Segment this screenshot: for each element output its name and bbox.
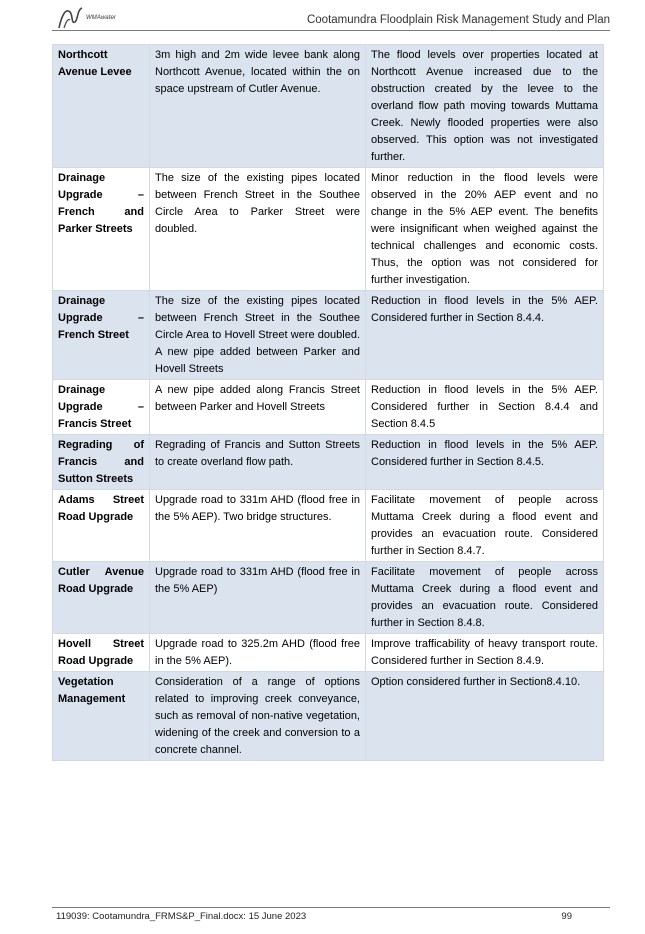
options-table [52, 44, 604, 761]
option-outcome-cell: Improve trafficability of heavy transport route. Considered further in Section 8.4.9. [366, 634, 604, 672]
option-description-cell: 3m high and 2m wide levee bank along Northcott Avenue, located within the on space upstream of Cutler Avenue. [150, 45, 366, 168]
option-outcome-cell: The flood levels over properties located at Northcott Avenue increased due to the obstruction created by the levee to the overland flow path moving towards Muttama Creek. Newly flooded properties were also observed. This option was not investigated further. [366, 45, 604, 168]
option-outcome-cell: Reduction in flood levels in the 5% AEP. Considered further in Section 8.4.4 and Section 8.4.5 [366, 380, 604, 435]
table-row [53, 490, 604, 562]
page-footer [52, 907, 610, 928]
option-name-cell: Vegetation Management [53, 672, 150, 761]
table-row [53, 45, 604, 168]
option-name-cell: Drainage Upgrade – French and Parker Streets [53, 168, 150, 291]
company-logo [56, 4, 120, 30]
option-description-cell: The size of the existing pipes located between French Street in the Southee Circle Area to Parker Street were doubled. [150, 168, 366, 291]
page-number: 99 [561, 911, 572, 922]
table-row [53, 634, 604, 672]
option-outcome-cell: Facilitate movement of people across Muttama Creek during a flood event and provides an evacuation route. Considered further in Section 8.4.8. [366, 562, 604, 634]
option-outcome-cell: Reduction in flood levels in the 5% AEP. Considered further in Section 8.4.4. [366, 291, 604, 380]
wave-logo-icon [56, 4, 86, 30]
option-name-cell: Cutler Avenue Road Upgrade [53, 562, 150, 634]
option-outcome-cell: Minor reduction in the flood levels were observed in the 20% AEP event and no change in the 5% AEP event. The benefits were insignificant when weighed against the technical challenges and economic costs. Thus, the option was not considered for further investigation. [366, 168, 604, 291]
table-row [53, 562, 604, 634]
option-name-cell: Northcott Avenue Levee [53, 45, 150, 168]
option-name-cell: Drainage Upgrade – French Street [53, 291, 150, 380]
document-title: Cootamundra Floodplain Risk Management Study and Plan [306, 14, 610, 26]
option-description-cell: Upgrade road to 331m AHD (flood free in the 5% AEP) [150, 562, 366, 634]
table-row [53, 291, 604, 380]
option-name-cell: Regrading of Francis and Sutton Streets [53, 435, 150, 490]
option-description-cell: A new pipe added along Francis Street between Parker and Hovell Streets [150, 380, 366, 435]
option-outcome-cell: Facilitate movement of people across Muttama Creek during a flood event and provides an evacuation route. Considered further in Section 8.4.7. [366, 490, 604, 562]
table-row [53, 672, 604, 761]
option-description-cell: Consideration of a range of options related to improving creek conveyance, such as removal of non-native vegetation, widening of the creek and conversion to a concrete channel. [150, 672, 366, 761]
option-description-cell: Upgrade road to 325.2m AHD (flood free in the 5% AEP). [150, 634, 366, 672]
page-header [52, 4, 610, 31]
table-row [53, 168, 604, 291]
option-description-cell: The size of the existing pipes located between French Street in the Southee Circle Area to Hovell Street were doubled. A new pipe added between Parker and Hovell Streets [150, 291, 366, 380]
option-outcome-cell: Reduction in flood levels in the 5% AEP. Considered further in Section 8.4.5. [366, 435, 604, 490]
document-reference: 119039: Cootamundra_FRMS&P_Final.docx: 15 June 2023 [56, 911, 307, 922]
option-name-cell: Adams Street Road Upgrade [53, 490, 150, 562]
option-description-cell: Upgrade road to 331m AHD (flood free in the 5% AEP). Two bridge structures. [150, 490, 366, 562]
table-row [53, 380, 604, 435]
option-name-cell: Drainage Upgrade – Francis Street [53, 380, 150, 435]
logo-text: WMAwater [86, 15, 117, 21]
table-row [53, 435, 604, 490]
option-name-cell: Hovell Street Road Upgrade [53, 634, 150, 672]
option-outcome-cell: Option considered further in Section8.4.10. [366, 672, 604, 761]
option-description-cell: Regrading of Francis and Sutton Streets to create overland flow path. [150, 435, 366, 490]
